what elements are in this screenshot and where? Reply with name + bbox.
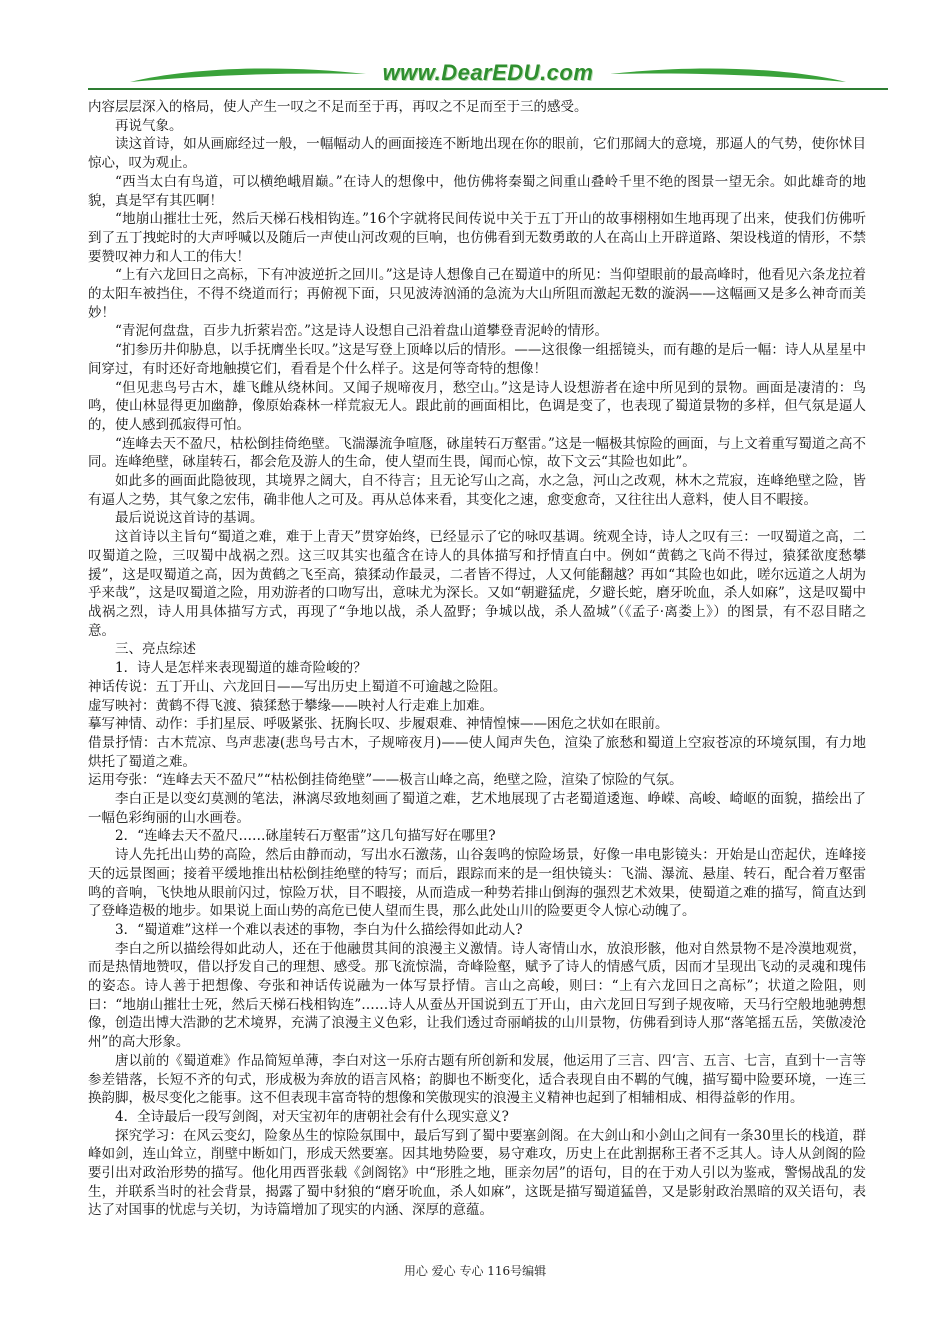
site-logo: www.DearEDU.com xyxy=(382,60,594,85)
paragraph: “连峰去天不盈尺，枯松倒挂倚绝壁。飞湍瀑流争喧豗，砯崖转石万壑雷。”这是一幅极其惊险的画面，与上文着重写蜀道之高不同。连峰绝壁，砯崖转石，都会危及游人的生命，使人望而生畏，闻而心惊，故下文云“其险也如此”。 xyxy=(88,435,866,471)
paragraph: 诗人先托出山势的高险，然后由静而动，写出水石激荡，山谷轰鸣的惊险场景，好像一串电影镜头：开始是山峦起伏，连峰接天的远景图画；接着平缓地推出枯松倒挂绝壁的特写；而后，跟踪而来的是一组快镜头：飞湍、瀑流、悬崖、转石，配合着万壑雷鸣的音响，飞快地从眼前闪过，惊险万状，目不暇接，从而造成一种势若排山倒海的强烈艺术效果，使蜀道之难的描写，简直达到了登峰造极的地步。如果说上面山势的高危已使人望而生畏，那么此处山川的险要更令人惊心动魄了。 xyxy=(88,847,866,920)
paragraph: 如此多的画面此隐彼现，其境界之阔大，自不待言；且无论写山之高，水之急，河山之改观，林木之荒寂，连峰绝壁之险，皆有逼人之势，其气象之宏伟，确非他人之可及。再从总体来看，其变化之速，愈变愈奇，又往往出人意料，使人目不暇接。 xyxy=(88,473,866,508)
paragraph: “地崩山摧壮士死，然后天梯石栈相钩连。”16个字就将民间传说中关于五丁开山的故事栩栩如生地再现了出来，使我们仿佛听到了五丁拽蛇时的大声呼喊以及随后一声使山河改观的巨响，也仿佛看到无数勇敢的人在高山上开辟道路、架设栈道的情形，不禁要赞叹神力和人工的伟大！ xyxy=(88,211,866,265)
paragraph: “青泥何盘盘，百步九折萦岩峦。”这是诗人设想自己沿着盘山道攀登青泥岭的情形。 xyxy=(115,323,609,340)
paragraph: 虚写映衬：黄鹤不得飞渡、猿猱愁于攀缘——映衬人行走难上加难。 xyxy=(88,697,493,714)
page-header xyxy=(88,58,888,92)
paragraph: “但见悲鸟号古木，雄飞雌从绕林间。又闻子规啼夜月，愁空山。”这是诗人设想游者在途中所见到的景物。画面是凄清的：鸟鸣，使山林显得更加幽静，像原始森林一样荒寂无人。跟此前的画面相比，色调是变了，也表现了蜀道景物的多样，但气氛是逼人的，使人感到孤寂得可怕。 xyxy=(88,379,866,433)
article-body xyxy=(88,98,866,1220)
paragraph: 唐以前的《蜀道难》作品简短单薄，李白对这一乐府古题有所创新和发展，他运用了三言、四‘言、五言、七言，直到十一言等参差错落，长短不齐的句式，形成极为奔放的语言风格；韵脚也不断变化，适合表现自由不羁的气魄，描写蜀中险要环境，一连三换韵脚，极尽变化之能事。这不但表现丰富奇特的想像和笑傲现实的浪漫主义精神也起到了相辅相成、相得益彰的作用。 xyxy=(88,1052,866,1107)
paragraph: “扪参历井仰胁息，以手抚膺坐长叹。”这是写登上顶峰以后的情形。——这很像一组摇镜头，而有趣的是后一幅：诗人从星星中间穿过，有时还好奇地触摸它们，看看是个什么样子。这是何等奇特的想像！ xyxy=(88,342,866,377)
question-heading: 1．诗人是怎样来表现蜀道的雄奇险峻的？ xyxy=(115,660,367,677)
paragraph: 运用夸张：“连峰去天不盈尺”“枯松倒挂倚绝壁”——极言山峰之高，绝壁之险，渲染了惊险的气氛。 xyxy=(88,772,683,789)
section-heading: 三、亮点综述 xyxy=(115,641,196,658)
paragraph: 摹写神情、动作：手扪星辰、呼吸紧张、抚胸长叹、步履艰难、神情惶悚——困危之状如在眼前。 xyxy=(88,716,669,733)
question-heading: 4．全诗最后一段写剑阁，对天宝初年的唐朝社会有什么现实意义? xyxy=(115,1108,509,1125)
header-rule xyxy=(88,88,888,90)
paragraph: 探究学习：在风云变幻，险象丛生的惊险氛围中，最后写到了蜀中要塞剑阁。在大剑山和小剑山之间有一条30里长的栈道，群峰如剑，连山耸立，削壁中断如门，形成天然要塞。因其地势险要，易守难攻，历史上在此割据称王者不乏其人。诗人从剑阁的险要引出对政治形势的描写。他化用西晋张载《剑阁铭》中“形胜之地，匪亲勿居”的语句，目的在于劝人引以为鉴戒，警惕战乱的发生，并联系当时的社会背景，揭露了蜀中豺狼的“磨牙吮血，杀人如麻”，这既是描写蜀道猛兽，又是影射政治黑暗的双关语句，表达了对国事的忧虑与关切，为诗篇增加了现实的内涵、深厚的意蕴。 xyxy=(88,1127,866,1219)
paragraph: 读这首诗，如从画廊经过一般，一幅幅动人的画面接连不断地出现在你的眼前，它们那阔大的意境，那逼人的气势，使你怵目惊心，叹为观止。 xyxy=(88,136,866,172)
paragraph: 这首诗以主旨句“蜀道之难，难于上青天”贯穿始终，已经显示了它的咏叹基调。统观全诗，诗人之叹有三：一叹蜀道之高，二叹蜀道之险，三叹蜀中战祸之烈。这三叹其实也蕴含在诗人的具体描写和抒情直白中。例如“黄鹤之飞尚不得过，猿猱欲度愁攀援”，这是叹蜀道之高，因为黄鹤之飞至高，猿猱动作最灵，二者皆不得过，人又何能翻越？再如“其险也如此，嗟尔远道之人胡为乎来哉”，这是叹蜀道之险，用劝游者的口吻写出，意味尤为深长。又如“朝避猛虎，夕避长蛇，磨牙吮血，杀人如麻”，这是叹蜀中战祸之烈，诗人用具体描写方式，再现了“争地以战，杀人盈野；争城以战，杀人盈城”（《孟子·离娄上》）的图景，有不忍目睹之意。 xyxy=(88,529,866,639)
paragraph: 李白之所以描绘得如此动人，还在于他融贯其间的浪漫主义激情。诗人寄情山水，放浪形骸，他对自然景物不是冷漠地观赏，而是热情地赞叹，借以抒发自己的理想、感受。那飞流惊湍，奇峰险壑，赋予了诗人的情感气质，因而才呈现出飞动的灵魂和瑰伟的姿态。诗人善于把想像、夸张和神话传说融为一体写景抒情。言山之高峻，则曰：“上有六龙回日之高标”；状道之险阻，则曰：“地崩山摧壮士死，然后天梯石栈相钩连”……诗人从蚕丛开国说到五丁开山，由六龙回日写到子规夜啼，天马行空般地驰骋想像，创造出博大浩渺的艺术境界，充满了浪漫主义色彩，让我们透过奇丽峭拔的山川景物，仿佛看到诗人那“落笔摇五岳，笑傲凌沧州”的高大形象。 xyxy=(88,940,866,1051)
paragraph: “西当太白有鸟道，可以横绝峨眉巅。”在诗人的想像中，他仿佛将秦蜀之间重山叠岭千里不绝的图景一望无余。如此雄奇的地貌，真是罕有其匹啊！ xyxy=(88,173,866,209)
paragraph: 神话传说：五丁开山、六龙回日——写出历史上蜀道不可逾越之险阻。 xyxy=(88,678,507,695)
page-footer: 用心 爱心 专心 116号编辑 xyxy=(403,1264,547,1278)
paragraph: 借景抒情：古木荒凉、鸟声悲凄(悲鸟号古木，子规啼夜月)——使人闻声失色，渲染了旅愁和蜀道上空寂苍凉的环境氛围，有力地烘托了蜀道之难。 xyxy=(88,734,866,770)
question-heading: 2．“连峰去天不盈尺……砯崖转石万壑雷”这几句描写好在哪里? xyxy=(115,828,496,845)
paragraph: 最后说说这首诗的基调。 xyxy=(115,510,264,527)
paragraph: 内容层层深入的格局，使人产生一叹之不足而至于再，再叹之不足而至于三的感受。 xyxy=(88,99,588,115)
paragraph: 李白正是以变幻莫测的笔法，淋漓尽致地刻画了蜀道之难，艺术地展现了古老蜀道逶迤、峥嵘、高峻、崎岖的面貌，描绘出了一幅色彩绚丽的山水画卷。 xyxy=(88,791,866,826)
paragraph: 再说气象。 xyxy=(115,117,183,134)
question-heading: 3．“蜀道难”这样一个难以表述的事物，李白为什么描绘得如此动人? xyxy=(115,921,523,938)
paragraph: “上有六龙回日之高标，下有冲波逆折之回川。”这是诗人想像自己在蜀道中的所见：当仰望眼前的最高峰时，他看见六条龙拉着的太阳车被挡住，不得不绕道而行；再俯视下面，只见波涛汹涌的急流为大山所阻而激起无数的漩涡——这幅画又是多么神奇而美妙！ xyxy=(88,267,866,321)
